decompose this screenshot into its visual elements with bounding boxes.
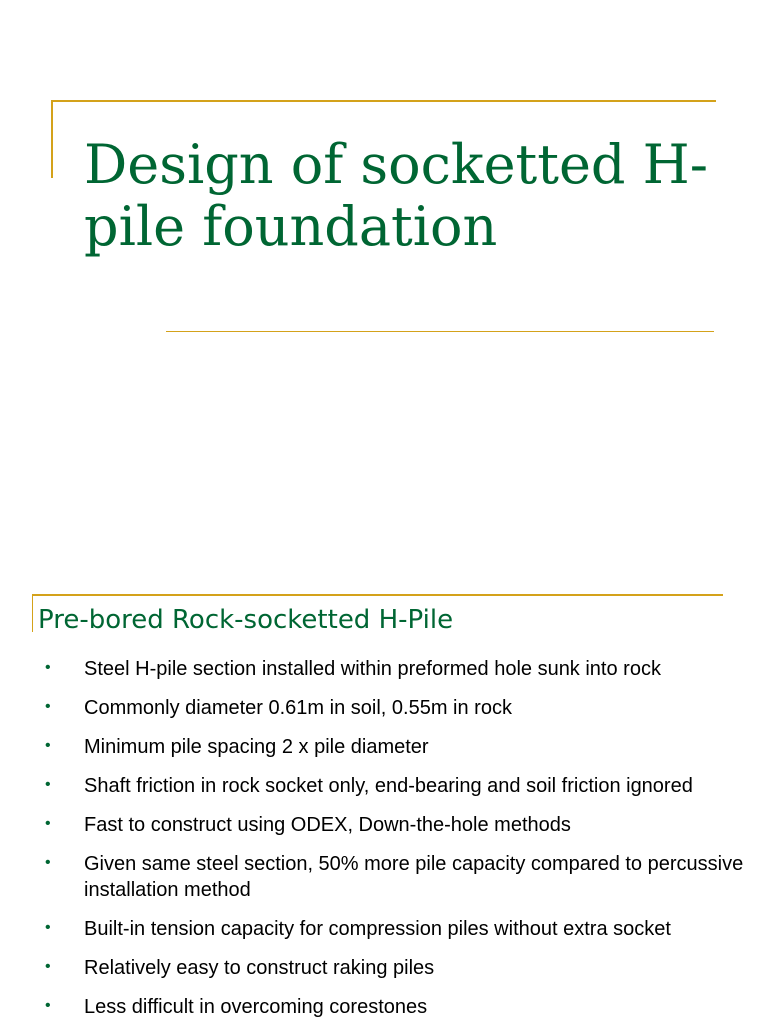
bullet-text: Steel H-pile section installed within preformed hole sunk into rock [84,658,661,680]
bullet-text: Less difficult in overcoming corestones [84,996,428,1018]
bullet-icon: • [45,659,51,676]
bullet-text: Relatively easy to construct raking piles [84,957,435,979]
bullet-text: Shaft friction in rock socket only, end-bearing and soil friction ignored [84,775,693,797]
heading-left-rule [32,594,33,632]
bullet-text: Given same steel section, 50% more pile capacity compared to percussive installation method [84,853,744,901]
bullet-item [0,955,768,981]
slide-heading: Pre-bored Rock-socketted H-Pile [38,605,454,635]
bullet-icon: • [45,815,51,832]
bullet-item [0,851,768,903]
title-bottom-rule [166,331,714,332]
title-top-rule [51,100,716,102]
bullet-item [0,773,768,799]
bullet-item [0,695,768,721]
slide-title: Design of socketted H-pile foundation [84,133,708,258]
bullet-icon: • [45,997,51,1014]
bullet-item [0,734,768,760]
content-slide [0,560,768,1024]
title-left-rule [51,100,53,178]
bullet-item [0,656,768,682]
bullet-icon: • [45,698,51,715]
bullet-icon: • [45,854,51,871]
bullet-icon: • [45,776,51,793]
bullet-text: Commonly diameter 0.61m in soil, 0.55m in rock [84,697,512,719]
bullet-list [0,656,768,1033]
bullet-text: Built-in tension capacity for compression piles without extra socket [84,918,671,940]
bullet-text: Fast to construct using ODEX, Down-the-hole methods [84,814,571,836]
bullet-text: Minimum pile spacing 2 x pile diameter [84,736,429,758]
bullet-item [0,916,768,942]
bullet-icon: • [45,958,51,975]
heading-top-rule [32,594,723,596]
bullet-icon: • [45,919,51,936]
bullet-item [0,812,768,838]
bullet-item [0,994,768,1020]
bullet-icon: • [45,737,51,754]
